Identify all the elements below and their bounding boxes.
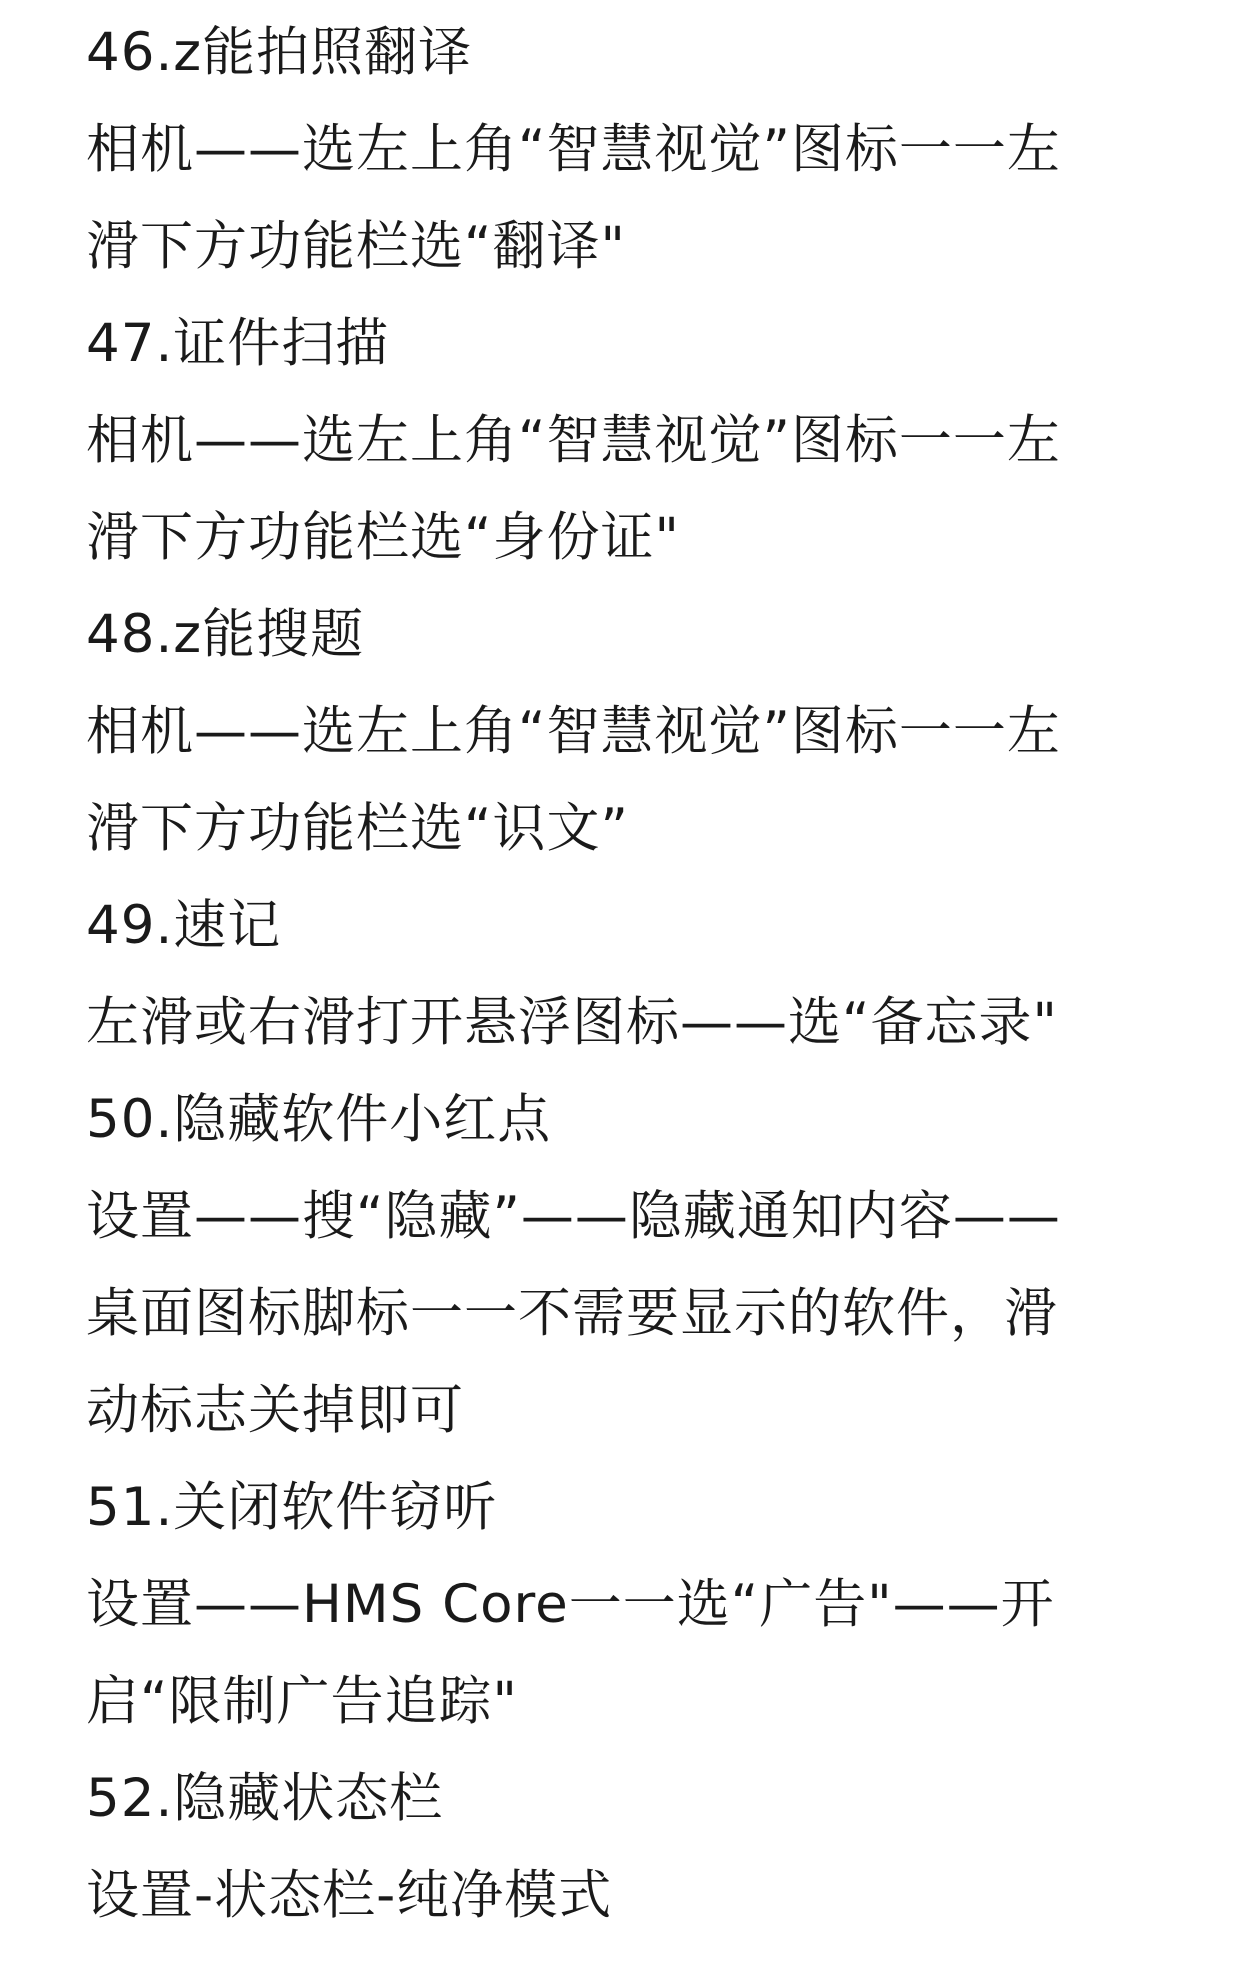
section-50-title: 50.隐藏软件小红点	[86, 1089, 552, 1150]
section-47-title: 47.证件扫描	[86, 313, 390, 374]
section-49-line-1: 左滑或右滑打开悬浮图标——选“备忘录"	[86, 992, 1058, 1053]
tips-document	[86, 4, 1196, 1944]
section-51-line-2: 启“限制广告追踪"	[86, 1671, 518, 1732]
section-51-line-1: 设置——HMS Core一一选“广告"——开	[86, 1574, 1055, 1635]
section-51-title: 51.关闭软件窃听	[86, 1477, 498, 1538]
section-48-line-1: 相机——选左上角“智慧视觉”图标一一左	[86, 701, 1061, 762]
section-52-line-1: 设置-状态栏-纯净模式	[86, 1865, 613, 1926]
section-50-line-3: 动标志关掉即可	[86, 1380, 464, 1441]
section-50-line-2: 桌面图标脚标一一不需要显示的软件，滑	[86, 1283, 1058, 1344]
section-46-line-1: 相机——选左上角“智慧视觉”图标一一左	[86, 119, 1061, 180]
section-47-line-1: 相机——选左上角“智慧视觉”图标一一左	[86, 410, 1061, 471]
section-48-line-2: 滑下方功能栏选“识文”	[86, 798, 629, 859]
section-47-line-2: 滑下方功能栏选“身份证"	[86, 507, 680, 568]
section-48-title: 48.z能搜题	[86, 604, 365, 665]
section-50-line-1: 设置——搜“隐藏”——隐藏通知内容——	[86, 1186, 1061, 1247]
section-52-title: 52.隐藏状态栏	[86, 1768, 444, 1829]
section-49-title: 49.速记	[86, 895, 282, 956]
section-46-line-2: 滑下方功能栏选“翻译"	[86, 216, 626, 277]
section-46-title: 46.z能拍照翻译	[86, 22, 473, 83]
